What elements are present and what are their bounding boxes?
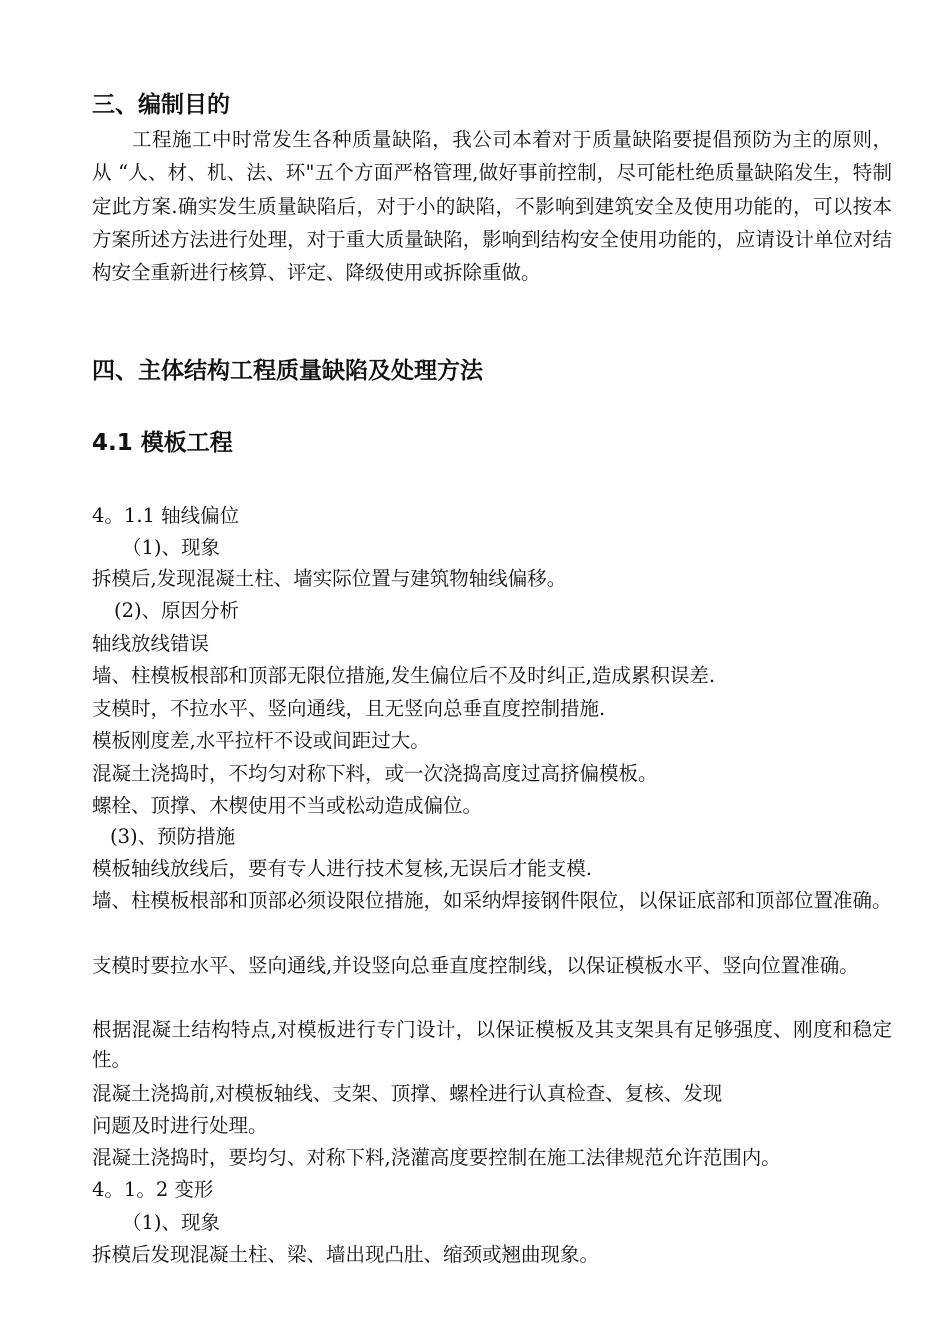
prevention-label: (3)、预防措施	[110, 825, 236, 848]
subsection-4-1-1-title: 4。1.1 轴线偏位	[92, 504, 240, 527]
body-line: 模板轴线放线后，要有专人进行技术复核,无误后才能支模.	[92, 857, 592, 880]
body-line: 支模时要拉水平、竖向通线,并设竖向总垂直度控制线，以保证模板水平、竖向位置准确。	[92, 954, 859, 977]
section-4-heading: 四、主体结构工程质量缺陷及处理方法	[92, 358, 483, 384]
body-line: 螺栓、顶撑、木楔使用不当或松动造成偏位。	[92, 794, 483, 817]
body-line: 支模时，不拉水平、竖向通线，且无竖向总垂直度控制措施.	[92, 697, 606, 720]
section-3-paragraph: 工程施工中时常发生各种质量缺陷，我公司本着对于质量缺陷要提倡预防为主的原则，从 “人、材、机、法、环"五个方面严格管理,做好事前控制，尽可能杜绝质量缺陷发生，特制定此方案.确实发生质量缺陷后，对于小的缺陷，不影响到建筑安全及使用功能的，可以按本方案所述方法进行处理，对于重大质量缺陷，影响到结构安全使用功能的，应请设计单位对结构安全重新进行核算、评定、降级使用或拆除重做。	[92, 128, 892, 285]
body-line: 墙、柱模板根部和顶部无限位措施,发生偏位后不及时纠正,造成累积误差.	[92, 664, 716, 687]
body-line: 模板刚度差,水平拉杆不设或间距过大。	[92, 729, 430, 752]
section-4-1-heading: 4.1 模板工程	[92, 430, 233, 456]
phenomenon-label: （1)、现象	[122, 1211, 221, 1234]
body-line: 问题及时进行处理。	[92, 1114, 268, 1137]
body-line: 根据混凝土结构特点,对模板进行专门设计，以保证模板及其支架具有足够强度、刚度和稳定性。	[92, 1018, 892, 1071]
phenomenon-label: （1)、现象	[122, 536, 221, 559]
body-line: 拆模后,发现混凝土柱、墙实际位置与建筑物轴线偏移。	[92, 567, 567, 590]
body-line: 混凝土浇捣时，不均匀对称下料，或一次浇捣高度过高挤偏模板。	[92, 762, 658, 785]
body-line: 混凝土浇捣前,对模板轴线、支架、顶撑、螺栓进行认真检查、复核、发现	[92, 1082, 723, 1105]
body-line: 墙、柱模板根部和顶部必须设限位措施，如采纳焊接钢件限位，以保证底部和顶部位置准确。	[92, 889, 892, 912]
cause-analysis-label: (2)、原因分析	[114, 599, 240, 622]
subsection-4-1-2-title: 4。1。2 变形	[92, 1178, 214, 1201]
body-line: 轴线放线错误	[92, 632, 210, 655]
body-line: 拆模后发现混凝土柱、梁、墙出现凸肚、缩颈或翘曲现象。	[92, 1243, 600, 1266]
body-line: 混凝土浇捣时，要均匀、对称下料,浇灌高度要控制在施工法律规范允许范围内。	[92, 1146, 781, 1169]
section-3-heading: 三、编制目的	[92, 92, 230, 118]
